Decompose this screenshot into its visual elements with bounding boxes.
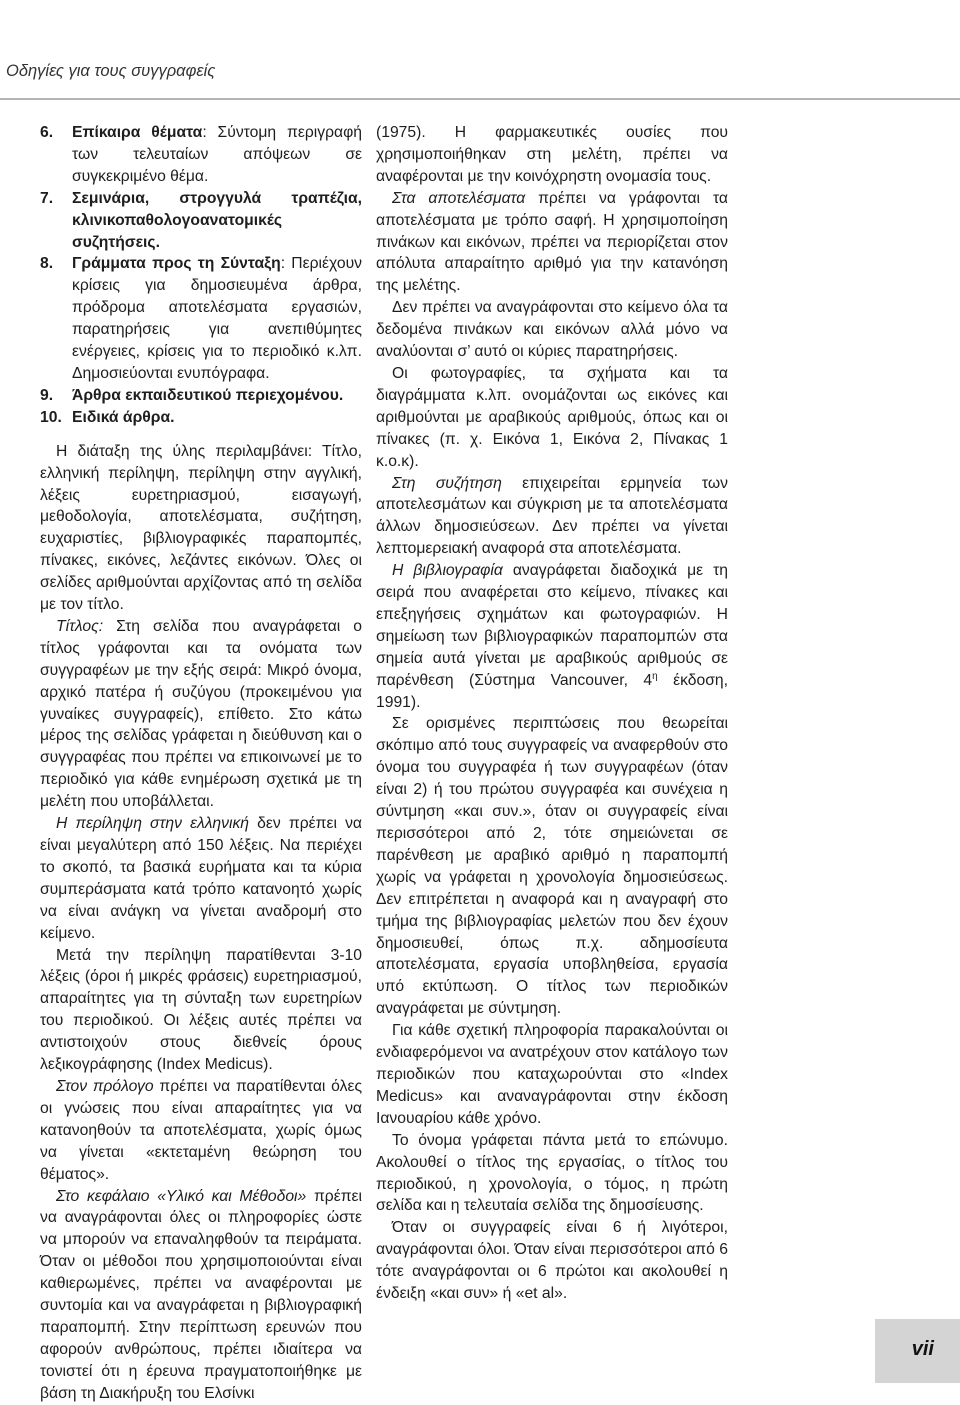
- right-column: [376, 122, 728, 1305]
- left-column: [40, 122, 362, 1405]
- list-item-title: Επίκαιρα θέματα: [72, 124, 203, 141]
- list-item: 9. Άρθρα εκπαιδευτικού περιεχομένου.: [40, 386, 344, 404]
- list-item: 6. Επίκαιρα θέματα: Σύντομη περιγραφή των τελευταίων απόψεων σε συγκεκριμένο θέμα.: [40, 124, 362, 185]
- list-item-title: Ειδικά άρθρα.: [72, 408, 175, 426]
- list-item-text: : Σύντομη περιγραφή των τελευταίων απόψεων σε συγκεκριμένο θέμα.: [72, 124, 362, 185]
- page-number-tab: [875, 1319, 960, 1383]
- article-types-list: [40, 122, 362, 429]
- paragraph-keywords: Μετά την περίληψη παρατίθενται 3-10 λέξεις (όροι ή μικρές φράσεις) ευρετηριασμού, απαραίτητες για τη σύνταξη των ευρετηρίων του περιοδικού. Οι λέξεις αυτές πρέπει να αντιστοιχούν στους διεθνείς όρους λεξικογράφησης (Index Medicus).: [40, 946, 362, 1074]
- list-item: 10. Ειδικά άρθρα.: [40, 408, 175, 426]
- paragraph-index-medicus: Για κάθε σχετική πληροφορία παρακαλούνται οι ενδιαφερόμενοι να ανατρέχουν στον κατάλογο των περιοδικών που καταχωρούνται στο «Index Medicus» και αναναγράφονται στην έκδοση Ιανουαρίου κάθε χρόνο.: [376, 1022, 728, 1127]
- paragraph-name-order: Το όνομα γράφεται πάντα μετά το επώνυμο. Ακολουθεί ο τίτλος της εργασίας, ο τίτλος του περιοδικού, η χρονολογία, ο τόμος, η πρώτη σελίδα και η τελευταία σελίδα της δημοσίευσης.: [376, 1131, 728, 1215]
- list-item-title: Άρθρα εκπαιδευτικού περιεχομένου.: [72, 386, 344, 404]
- list-item-title: Γράμματα προς τη Σύνταξη: [72, 255, 281, 273]
- paragraph-continuation: (1975). Η φαρμακευτικές ουσίες που χρησιμοποιήθηκαν στη μελέτη, πρέπει να αναφέρονται με την κοινόχρηστη ονομασία τους.: [376, 124, 728, 185]
- paragraph-title: Τίτλος: Στη σελίδα που αναγράφεται ο τίτλος γράφονται και τα ονόματα των συγγραφέων με την εξής σειρά: Μικρό όνομα, αρχικό πατέρα ή συζύγου (προκειμένου για γυναίκες συγγραφείς), επίθετο. Στο κάτω μέρος της σελίδας γράφεται η διεύθυνση και ο συγγραφέας που πρέπει να επικοινωνεί με το περιοδικό για κάθε ενημέρωση σχετικά με τη μελέτη που υποβάλλεται.: [40, 617, 362, 811]
- header-rule: [0, 98, 960, 100]
- list-item: 7. Σεμινάρια, στρογγυλά τραπέζια, κλινικοπαθολογοανατομικές συζητήσεις.: [40, 189, 362, 251]
- paragraph-structure: Η διάταξη της ύλης περιλαμβάνει: Τίτλο, ελληνική περίληψη, περίληψη στην αγγλική, λέξεις ευρετηριασμού, εισαγωγή, μεθοδολογία, αποτελέσματα, συζήτηση, ευχαριστίες, βιβλιογραφικές παραπομπές, πίνακες, εικόνες, λεζάντες εικόνων. Όλες οι σελίδες αριθμούνται αρχίζοντας από τη σελίδα με τον τίτλο.: [40, 442, 362, 614]
- running-header: [0, 0, 960, 98]
- paragraph-introduction: Στον πρόλογο πρέπει να παρατίθενται όλες οι γνώσεις που είναι απαραίτητες για να κατανοηθούν τα αποτελέσματα, χωρίς όμως να γίνεται «εκτεταμένη θεώρηση του θέματος».: [40, 1077, 363, 1183]
- paragraph-authors-count: Όταν οι συγγραφείς είναι 6 ή λιγότεροι, αναγράφονται όλοι. Όταν είναι περισσότεροι από 6 τότε αναγράφονται οι 6 πρώτοι και ακολουθεί η ένδειξη «και συν» ή «et al».: [376, 1219, 728, 1303]
- running-header-title: Οδηγίες για τους συγγραφείς: [6, 62, 216, 80]
- paragraph-citations: Σε ορισμένες περιπτώσεις που θεωρείται σκόπιμο από τους συγγραφείς να αναφερθούν στο όνομα του συγγραφέα ή των συγγραφέων (όταν είναι 2) ή του πρώτου συγγραφέα και συνέχεια η σύντμηση «και συν.», όταν οι συγγραφείς είναι περισσότεροι από 2, τότε σημειώνεται σε παρένθεση με αραβικό αριθμό η παραπομπή χωρίς να γράφεται η χρονολογία δημοσιεύσεως. Δεν επιτρέπεται η αναφορά και η αναγραφή στο τμήμα της βιβλιογραφίας μελετών που δεν έχουν δημοσιευθεί, όπως π.χ. αδημοσίευτα αποτελέσματα, εργασία υποβληθείσα, εργασία υπό εκτύπωση. Ο τίτλος των περιοδικών αναγράφεται με σύντμηση.: [376, 715, 728, 1018]
- list-item: 8. Γράμματα προς τη Σύνταξη: Περιέχουν κρίσεις για δημοσιευμένα άρθρα, πρόδρομα αποτελέσματα εργασιών, παρατηρήσεις για ανεπιθύμητες ενέργειες, κρίσεις για το περιοδικό κ.λπ. Δημοσιεύονται ενυπόγραφα.: [40, 255, 362, 382]
- paragraph-methods: Στο κεφάλαιο «Υλικό και Μέθοδοι» πρέπει να αναγράφονται όλες οι πληροφορίες ώστε να μπορούν να επαναληφθούν τα πειράματα. Όταν οι μέθοδοι που χρησιμοποιούνται είναι καθιερωμένες, πρέπει να αναφέρονται με συντομία και να αναγράφεται η βιβλιογραφική παραπομπή. Στην περίπτωση ερευνών που αφορούν ανθρώπους, πρέπει ιδιαίτερα να τονιστεί ότι η έρευνα πραγματοποιήθηκε με βάση τη Διακήρυξη του Ελσίνκι: [40, 1187, 363, 1402]
- paragraph-results: Στα αποτελέσματα πρέπει να γράφονται τα αποτελέσματα με τρόπο σαφή. Η χρησιμοποίηση πινάκων και εικόνων, πρέπει να περιορίζεται στον απόλυτα απαραίτητο αριθμό για την κατανόηση της μελέτης.: [376, 189, 728, 295]
- page-number: vii: [911, 1338, 934, 1360]
- paragraph-figures: Οι φωτογραφίες, τα σχήματα και τα διαγράμματα κ.λπ. ονομάζονται ως εικόνες και αριθμούνται με αραβικούς αριθμούς, όπως και οι πίνακες (π. χ. Εικόνα 1, Εικόνα 2, Πίνακας 1 κ.ο.κ).: [376, 364, 728, 470]
- paragraph-abstract: Η περίληψη στην ελληνική δεν πρέπει να είναι μεγαλύτερη από 150 λέξεις. Να περιέχει το σκοπό, τα βασικά ευρήματα και τα κύρια συμπεράσματα κατά τρόπο κατανοητό χωρίς να είναι ανάγκη να γίνεται αναδρομή στο κείμενο.: [40, 815, 362, 942]
- list-item-title: Σεμινάρια, στρογγυλά τραπέζια, κλινικοπαθολογοανατομικές συζητήσεις.: [72, 189, 362, 251]
- paragraph-discussion: Στη συζήτηση επιχειρείται ερμηνεία των αποτελεσμάτων και σύγκριση με τα αποτελέσματα άλλων δημοσιεύσεων. Δεν πρέπει να γίνεται λεπτομερειακή αναφορά στα αποτελέσματα.: [376, 474, 728, 558]
- paragraph-results-data: Δεν πρέπει να αναγράφονται στο κείμενο όλα τα δεδομένα πινάκων και εικόνων αλλά μόνο να αναλύονται σ’ αυτό οι κύριες παρατηρήσεις.: [376, 299, 728, 361]
- paragraph-bibliography: Η βιβλιογραφία αναγράφεται διαδοχικά με τη σειρά που αναφέρεται στο κείμενο, πίνακες και επεξηγήσεις σχημάτων και φωτογραφιών. Η σημείωση των βιβλιογραφικών παραπομπών στα σημεία αυτά γίνεται με αραβικούς αριθμούς σε παρένθεση (Σύστημα Vancouver, $4^\eta$ έκδοση, 1991).: [376, 562, 729, 711]
- list-item-text: : Περιέχουν κρίσεις για δημοσιευμένα άρθρα, πρόδρομα αποτελέσματα εργασιών, παρατηρήσεις για ανεπιθύμητες ενέργειες, κρίσεις για το περιοδικό κ.λπ. Δημοσιεύονται ενυπόγραφα.: [72, 255, 362, 382]
